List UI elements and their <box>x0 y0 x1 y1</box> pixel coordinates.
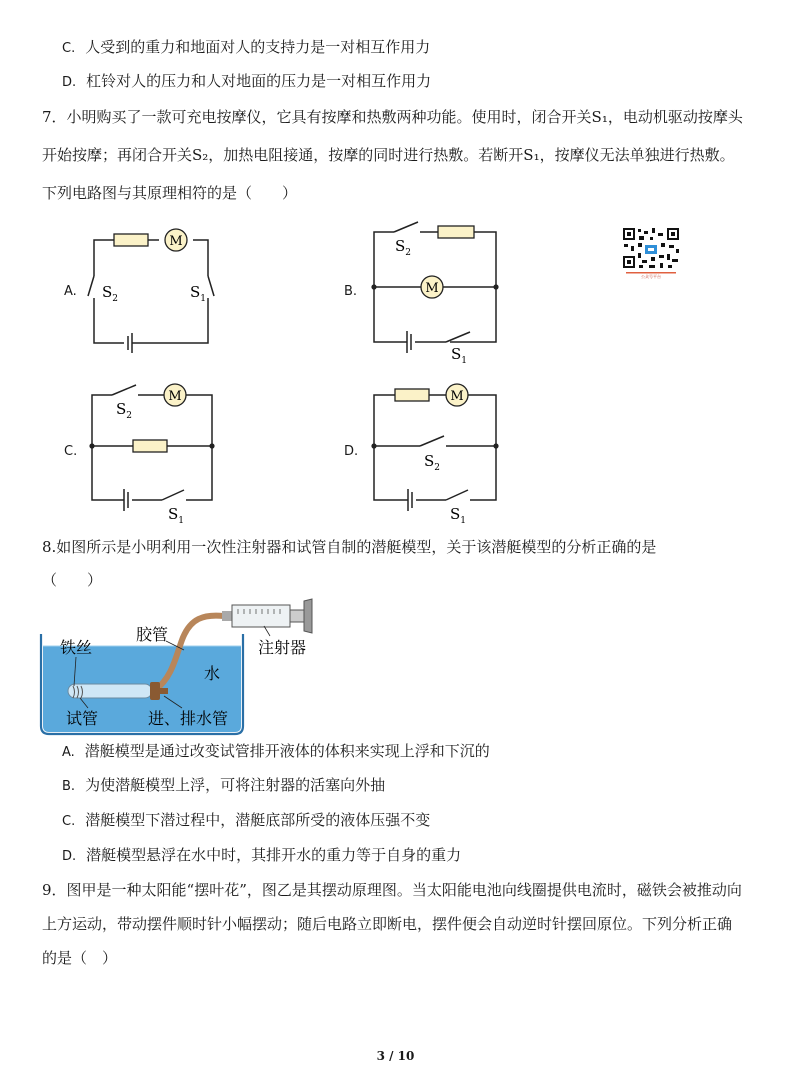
q9-stem-line-2: 上方运动，带动摆件顺时针小幅摆动；随后电路立即断电，摆件便会自动逆时针摆回原位。下列分析正确 <box>42 915 733 933</box>
page-number: 3 / 10 <box>376 1049 415 1063</box>
q8-stem-line-1: 8.如图所示是小明利用一次性注射器和试管自制的潜艇模型，关于该潜艇模型的分析正确的是 <box>42 538 657 556</box>
q8-stem-line-2: （ ） <box>42 571 103 589</box>
s2-label: $S_2$ <box>116 400 133 421</box>
motor-label: M <box>169 234 183 249</box>
motor-label: M <box>168 389 182 404</box>
resistor <box>438 226 474 238</box>
option-label: B. <box>62 779 76 794</box>
s1-label: $S_1$ <box>190 283 207 304</box>
motor-label: M <box>425 281 439 296</box>
label-hose: 胶管 <box>136 625 169 644</box>
q9-stem-line-3: 的是（ ） <box>42 949 118 967</box>
q6-option-c <box>62 37 430 59</box>
option-text: 杠铃对人的压力和人对地面的压力是一对相互作用力 <box>86 72 432 90</box>
q8-option-a <box>62 741 490 763</box>
s1-label: $S_1$ <box>451 345 468 366</box>
label-iron-wire: 铁丝 <box>60 638 93 657</box>
resistor <box>133 440 167 452</box>
circuit-c-diagram <box>80 378 220 524</box>
resistor <box>395 389 429 401</box>
label-valve-pipe: 进、排水管 <box>148 709 229 728</box>
circuit-d-diagram <box>362 378 502 524</box>
q8-option-d <box>62 845 461 867</box>
option-text: 潜艇模型是通过改变试管排开液体的体积来实现上浮和下沉的 <box>84 742 490 760</box>
option-text: 潜艇模型下潜过程中，潜艇底部所受的液体压强不变 <box>85 811 431 829</box>
s1-label: $S_1$ <box>450 505 467 526</box>
option-label: C. <box>62 814 76 829</box>
submarine-model-figure <box>40 598 325 736</box>
circuit-b-label: B. <box>344 284 358 299</box>
q6-option-d <box>62 71 431 93</box>
circuit-d-label: D. <box>344 444 359 459</box>
q7-stem-line-3: 下列电路图与其原理相符的是（ ） <box>42 184 298 202</box>
q8-option-b <box>62 775 385 797</box>
option-label: D. <box>62 849 77 864</box>
q9-stem-line-1: 9．图甲是一种太阳能“摆叶花”，图乙是其摆动原理图。当太阳能电池向线圈提供电流时，磁铁会被推动向 <box>42 881 742 899</box>
option-label: A. <box>62 745 75 760</box>
option-label: D. <box>62 75 77 90</box>
q8-option-c <box>62 810 430 832</box>
option-text: 为使潜艇模型上浮，可将注射器的活塞向外抽 <box>85 776 386 794</box>
circuit-a-diagram <box>80 225 220 355</box>
resistor <box>114 234 148 246</box>
label-syringe: 注射器 <box>258 638 307 657</box>
s2-label: $S_2$ <box>102 283 119 304</box>
motor-label: M <box>450 389 464 404</box>
s1-label: $S_1$ <box>168 505 185 526</box>
circuit-c-label: C. <box>64 444 78 459</box>
qr-code-icon <box>622 227 680 279</box>
q7-stem-line-2: 开始按摩；再闭合开关S₂，加热电阻接通，按摩的同时进行热敷。若断开S₁，按摩仪无法单独进行热敷。 <box>42 146 735 164</box>
qr-caption: 公众号平台 <box>641 274 661 279</box>
option-text: 人受到的重力和地面对人的支持力是一对相互作用力 <box>85 38 431 56</box>
circuit-b-diagram <box>362 220 502 366</box>
option-text: 潜艇模型悬浮在水中时，其排开水的重力等于自身的重力 <box>86 846 462 864</box>
label-water: 水 <box>204 664 221 683</box>
circuit-a-label: A. <box>64 284 77 299</box>
option-label: C. <box>62 41 76 56</box>
s2-label: $S_2$ <box>395 237 412 258</box>
label-test-tube: 试管 <box>66 709 99 728</box>
s2-label: $S_2$ <box>424 452 441 473</box>
q7-stem-line-1: 7．小明购买了一款可充电按摩仪，它具有按摩和热敷两种功能。使用时，闭合开关S₁，电动机驱动按摩头 <box>42 108 743 126</box>
